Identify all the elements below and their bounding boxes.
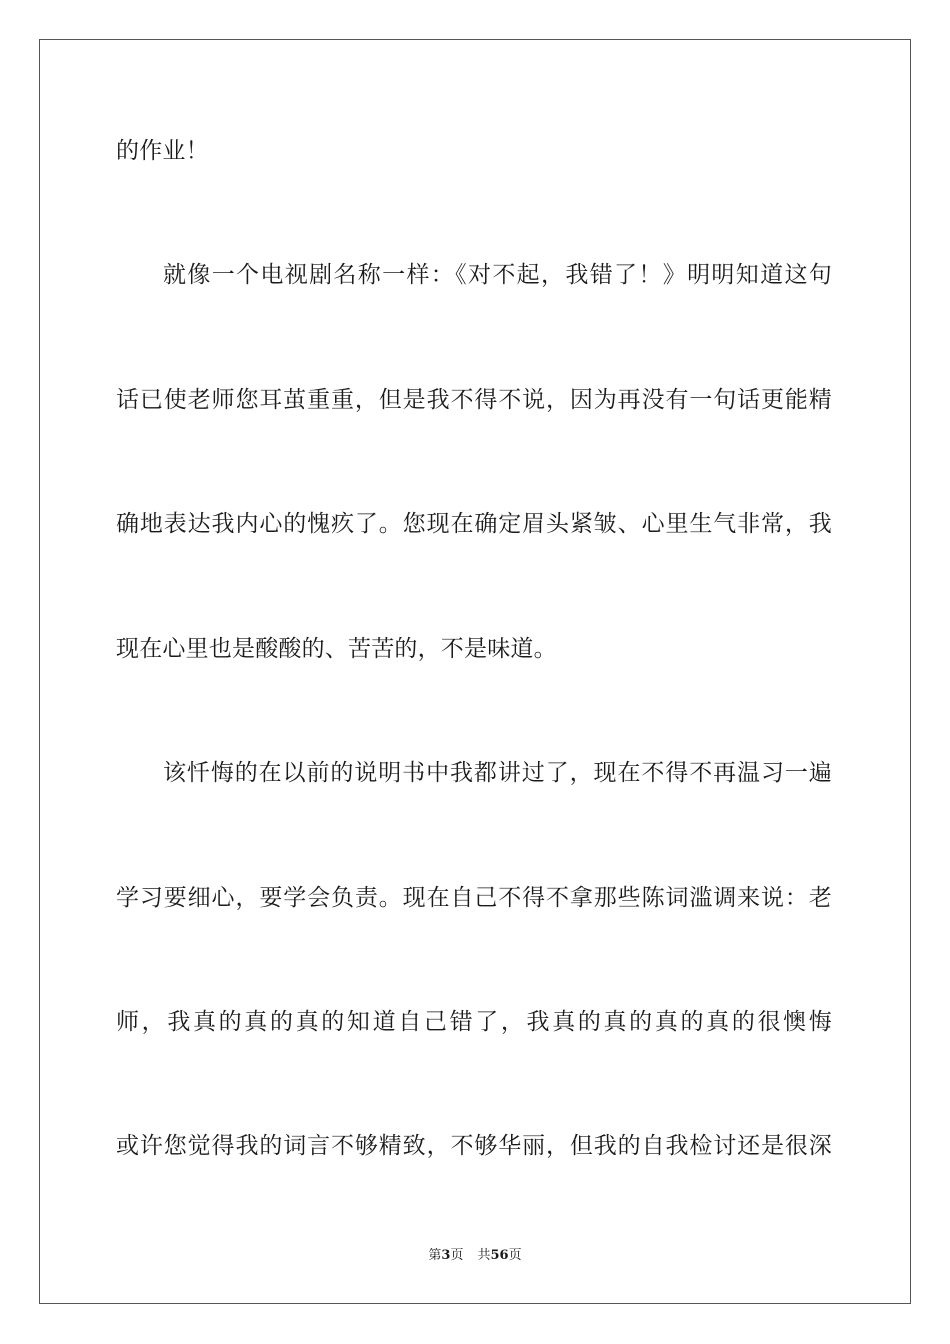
page-suffix: 页 (450, 1248, 464, 1263)
text-line-4: 确地表达我内心的愧疚了。您现在确定眉头紧皱、心里生气非常，我 (116, 511, 832, 537)
page-border (39, 39, 911, 1304)
total-prefix: 共 (477, 1248, 491, 1263)
page-number: 3 (441, 1248, 451, 1263)
text-line-6: 该忏悔的在以前的说明书中我都讲过了，现在不得不再温习一遍 (163, 760, 832, 786)
text-line-9: 或许您觉得我的词言不够精致，不够华丽，但我的自我检讨还是很深 (116, 1133, 832, 1159)
page-prefix: 第 (428, 1248, 442, 1263)
text-line-2: 就像一个电视剧名称一样：《对不起，我错了！》明明知道这句 (163, 262, 832, 288)
text-line-3: 话已使老师您耳茧重重，但是我不得不说，因为再没有一句话更能精 (116, 387, 832, 413)
text-line-1: 的作业！ (116, 138, 209, 164)
text-line-5: 现在心里也是酸酸的、苦苦的，不是味道。 (116, 636, 557, 662)
total-suffix: 页 (508, 1248, 522, 1263)
text-line-8: 师，我真的真的真的知道自己错了，我真的真的真的真的很懊悔 (116, 1009, 832, 1035)
total-pages: 56 (490, 1248, 509, 1263)
text-line-7: 学习要细心，要学会负责。现在自己不得不拿那些陈词滥调来说：老 (116, 885, 832, 911)
page-footer (0, 1248, 950, 1264)
